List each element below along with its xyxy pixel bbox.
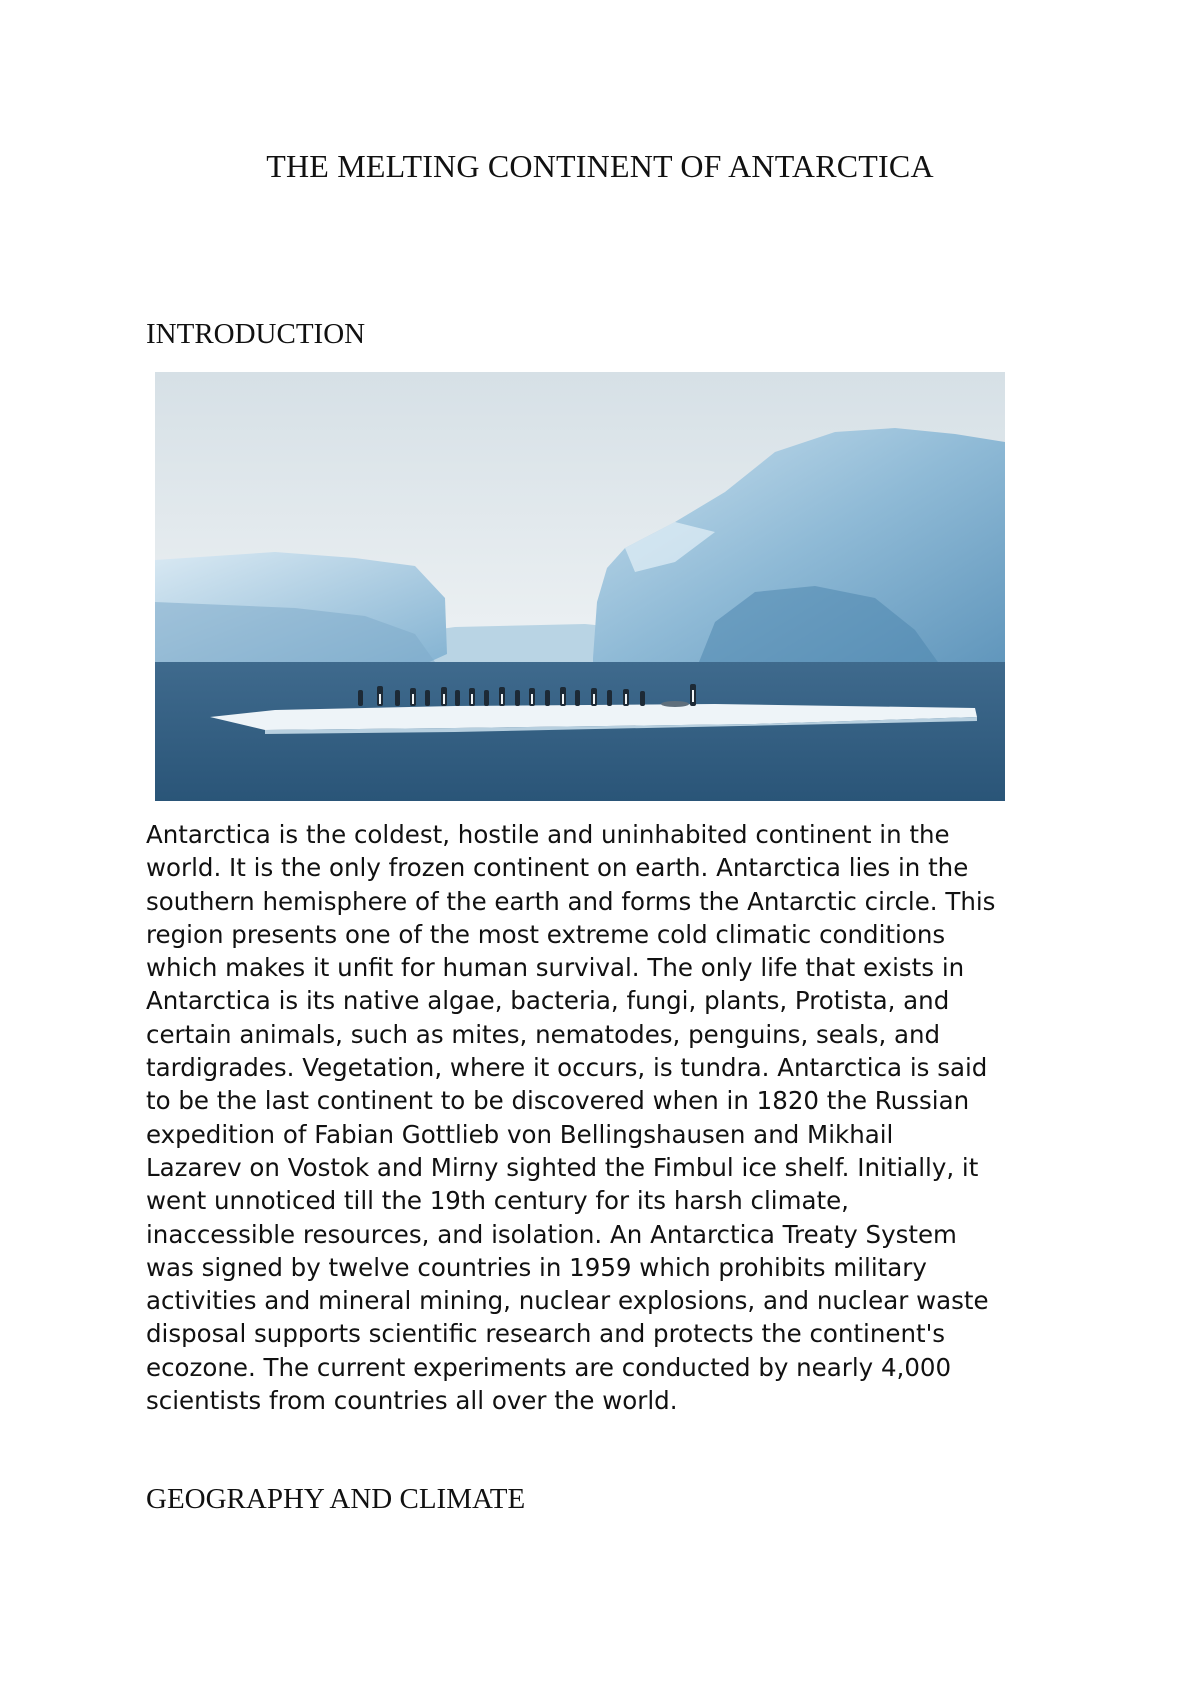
introduction-paragraph: Antarctica is the coldest, hostile and uninhabited continent in the world. It is the only frozen continent on earth. Antarctica lies in the southern hemisphere of the earth and forms the Antarctic circle. This region presents one of the most extreme cold climatic conditions which makes it unfit for human survival. The only life that exists in Antarctica is its native algae, bacteria, fungi, plants, Protista, and certain animals, such as mites, nematodes, penguins, seals, and tardigrades. Vegetation, where it occurs, is tundra. Antarctica is said to be the last continent to be discovered when in 1820 the Russian expedition of Fabian Gottlieb von Bellingshausen and Mikhail Lazarev on Vostok and Mirny sighted the Fimbul ice shelf. Initially, it went unnoticed till the 19th century for its harsh climate, inaccessible resources, and isolation. An Antarctica Treaty System was signed by twelve countries in 1959 which prohibits military activities and mineral mining, nuclear explosions, and nuclear waste disposal supports scientific research and protects the continent's ecozone. The current experiments are conducted by nearly 4,000 scientists from countries all over the world. (146, 820, 996, 1416)
document-title: THE MELTING CONTINENT OF ANTARCTICA (266, 148, 934, 184)
antarctic-icebergs-penguins-photo-icon (155, 372, 1005, 801)
section-heading-geography-and-climate: GEOGRAPHY AND CLIMATE (146, 1483, 526, 1515)
antarctica-photo (155, 372, 1005, 801)
section-heading-introduction: INTRODUCTION (146, 318, 366, 350)
